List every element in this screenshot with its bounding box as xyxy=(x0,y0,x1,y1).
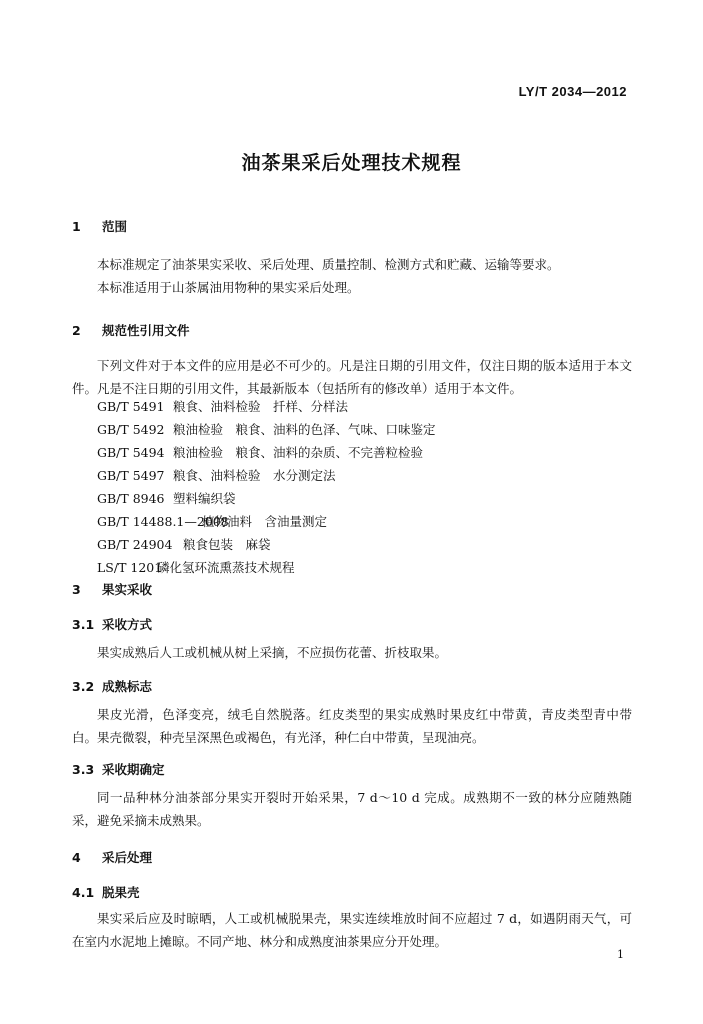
reference-item xyxy=(97,535,271,553)
section-title: 范围 xyxy=(102,219,128,234)
section-heading-3-1 xyxy=(72,615,152,633)
reference-title: 粮食、油料检验 水分测定法 xyxy=(173,468,336,483)
section-number: 3.1 xyxy=(72,617,95,632)
reference-item xyxy=(97,443,423,461)
section-number: 1 xyxy=(72,219,81,234)
page-number: 1 xyxy=(617,948,624,961)
section-number: 3.2 xyxy=(72,679,95,694)
paragraph: 本标准适用于山茶属油用物种的果实采后处理。 xyxy=(97,280,360,295)
section-number: 3.3 xyxy=(72,762,95,777)
section-number: 4 xyxy=(72,850,81,865)
reference-code: GB/T 8946 xyxy=(97,491,165,506)
section-title: 果实采收 xyxy=(102,582,153,597)
reference-code: GB/T 14488.1—2008 xyxy=(97,514,229,529)
reference-code: GB/T 5492 xyxy=(97,422,165,437)
reference-item xyxy=(97,558,295,576)
section-heading-4-1 xyxy=(72,883,140,901)
reference-item xyxy=(97,489,236,507)
section-heading-3-3 xyxy=(72,760,165,778)
reference-item xyxy=(97,512,327,530)
section-heading-3-2 xyxy=(72,677,152,695)
paragraph: 果实成熟后人工或机械从树上采摘，不应损伤花蕾、折枝取果。 xyxy=(97,645,448,660)
paragraph: 果皮光滑，色泽变亮，绒毛自然脱落。红皮类型的果实成熟时果皮红中带黄，青皮类型青中带白。果壳微裂，种壳呈深黑色或褐色，有光泽，种仁白中带黄，呈现油亮。 xyxy=(72,707,632,745)
reference-item xyxy=(97,397,348,415)
reference-code: GB/T 5497 xyxy=(97,468,165,483)
reference-title: 粮食包装 麻袋 xyxy=(183,537,271,552)
section-number: 3 xyxy=(72,582,81,597)
section-title: 规范性引用文件 xyxy=(102,323,190,338)
reference-code: GB/T 5494 xyxy=(97,445,165,460)
reference-code: GB/T 24904 xyxy=(97,537,173,552)
paragraph: 下列文件对于本文件的应用是必不可少的。凡是注日期的引用文件，仅注日期的版本适用于本文件。凡是不注日期的引用文件，其最新版本（包括所有的修改单）适用于本文件。 xyxy=(72,358,632,396)
paragraph: 本标准规定了油茶果实采收、采后处理、质量控制、检测方式和贮藏、运输等要求。 xyxy=(97,257,560,272)
document-title: 油茶果采后处理技术规程 xyxy=(241,152,462,174)
standard-code: LY/T 2034—2012 xyxy=(518,84,627,99)
reference-code: LS/T 1201 xyxy=(97,560,163,575)
section-title: 采收方式 xyxy=(102,617,153,632)
section-heading-1 xyxy=(72,217,127,235)
section-heading-3 xyxy=(72,580,152,598)
reference-title: 磷化氢环流熏蒸技术规程 xyxy=(157,560,295,575)
section-title: 脱果壳 xyxy=(102,885,140,900)
section-title: 成熟标志 xyxy=(102,679,153,694)
reference-item xyxy=(97,420,436,438)
reference-title: 植物油料 含油量测定 xyxy=(202,514,328,529)
reference-title: 粮食、油料检验 扦样、分样法 xyxy=(173,399,349,414)
section-heading-4 xyxy=(72,848,152,866)
section-number: 2 xyxy=(72,323,81,338)
section-heading-2 xyxy=(72,321,190,339)
section-number: 4.1 xyxy=(72,885,95,900)
reference-item xyxy=(97,466,336,484)
reference-title: 塑料编织袋 xyxy=(173,491,236,506)
reference-title: 粮油检验 粮食、油料的色泽、气味、口味鉴定 xyxy=(173,422,436,437)
reference-title: 粮油检验 粮食、油料的杂质、不完善粒检验 xyxy=(173,445,424,460)
paragraph: 果实采后应及时晾晒，人工或机械脱果壳，果实连续堆放时间不应超过 7 d，如遇阴雨天气，可在室内水泥地上摊晾。不同产地、林分和成熟度油茶果应分开处理。 xyxy=(72,911,632,949)
reference-code: GB/T 5491 xyxy=(97,399,165,414)
section-title: 采收期确定 xyxy=(102,762,165,777)
paragraph: 同一品种林分油茶部分果实开裂时开始采果，7 d～10 d 完成。成熟期不一致的林分应随熟随采，避免采摘未成熟果。 xyxy=(72,790,632,828)
section-title: 采后处理 xyxy=(102,850,153,865)
